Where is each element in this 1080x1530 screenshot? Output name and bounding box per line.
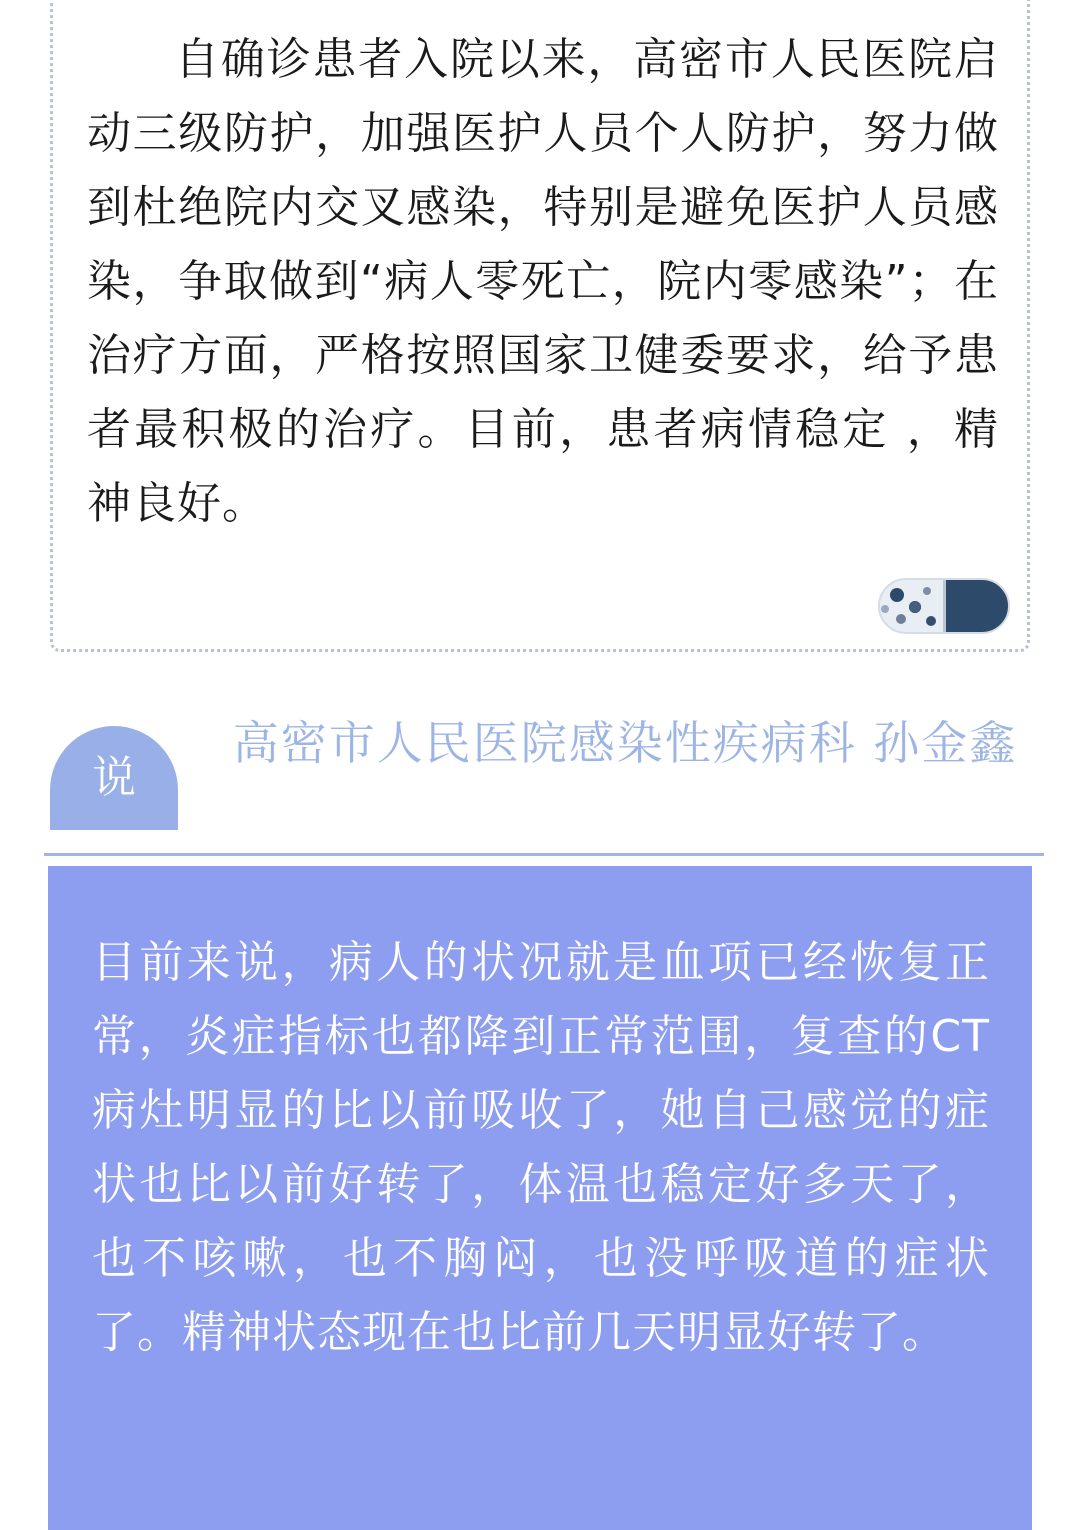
- left-gutter: [0, 866, 48, 1530]
- speaker-badge: 说: [50, 726, 178, 830]
- statement-panel: [48, 866, 1032, 1530]
- quote-card: [50, 0, 1030, 652]
- right-gutter: [1032, 866, 1080, 1530]
- section-divider: [44, 853, 1044, 856]
- quote-paragraph: 自确诊患者入院以来，高密市人民医院启动三级防护，加强医护人员个人防护，努力做到杜绝院内交叉感染，特别是避免医护人员感染，争取做到“病人零死亡，院内零感染”；在治疗方面，严格按照国家卫健委要求，给予患者最积极的治疗。目前，患者病情稳定 ，精神良好。: [87, 34, 999, 529]
- statement-paragraph: 目前来说，病人的状况就是血项已经恢复正常，炎症指标也都降到正常范围，复查的CT病灶明显的比以前吸收了，她自己感觉的症状也比以前好转了，体温也稳定好多天了，也不咳嗽，也不胸闷，也没呼吸道的症状了。精神状态现在也比前几天明显好转了。: [92, 937, 990, 1358]
- speaker-row: [50, 700, 1030, 850]
- speaker-name: 高密市人民医院感染性疾病科 孙金鑫: [232, 716, 1018, 770]
- capsule-pill-icon: [877, 577, 1011, 635]
